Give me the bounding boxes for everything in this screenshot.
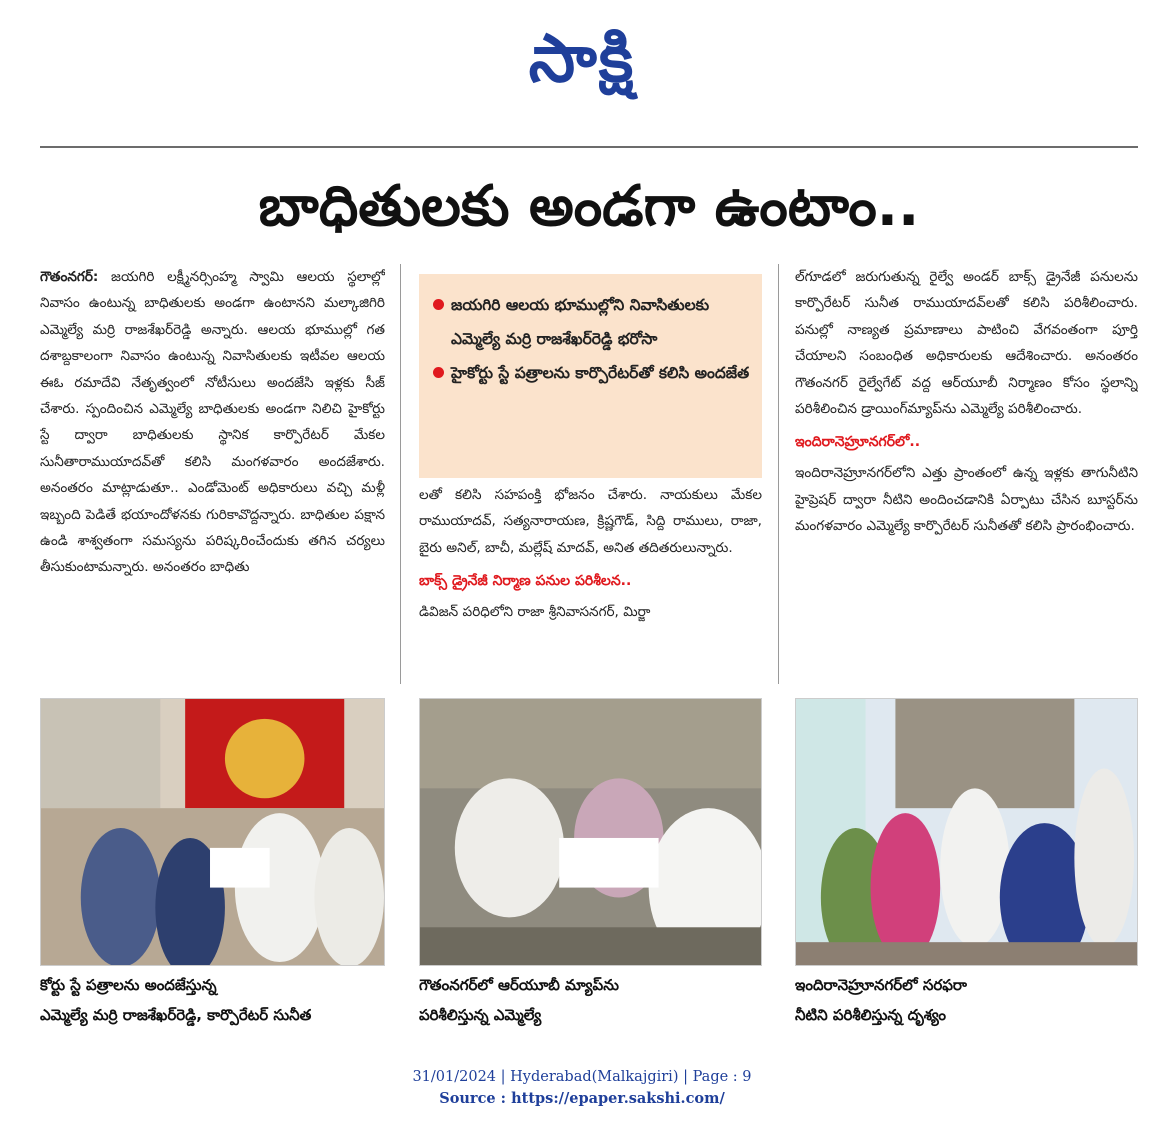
headline: బాధితులకు అండగా ఉంటాం.. (258, 174, 920, 239)
subheading-indiranehrunagar: ఇందిరానెహ్రూనగర్‌లో.. (795, 434, 921, 451)
bullet-icon (433, 299, 444, 310)
highlight-item: జయగిరి ఆలయ భూముల్లోని నివాసితులకు ఎమ్మెల్యే మర్రి రాజశేఖర్‌రెడ్డి భరోసా (433, 288, 752, 356)
caption-photo-2: గౌతంనగర్‌లో ఆర్‌యూబీ మ్యాప్‌ను పరిశీలిస్తున్న ఎమ్మెల్యే (419, 976, 619, 1024)
caption-photo-3: ఇందిరానెహ్రూనగర్‌లో సరఫరా నీటిని పరిశీలిస్తున్న దృశ్యం (795, 976, 967, 1024)
subheading-box-drainage: బాక్స్ డ్రైనేజీ నిర్మాణ పనుల పరిశీలన.. (419, 573, 632, 590)
photo-court-stay-papers (40, 698, 385, 966)
col3-text-1: ల్‌గూడలో జరుగుతున్న రైల్వే అండర్ బాక్స్ డ్రైనేజీ పనులను కార్పొరేటర్ సునీత రాముయాదవ్‌లతో కలిసి పరిశీలించారు. పనుల్లో నాణ్యత ప్రమాణాలు పాటించి వేగవంతంగా పూర్తి చేయాలని సంబంధిత అధికారులకు ఆదేశించారు. అనంతరం గౌతంనగర్ రైల్వేగేట్ వద్ద ఆర్‌యూబీ నిర్మాణం కోసం స్థలాన్ని పరిశీలించిన డ్రాయింగ్‌మ్యాప్‌ను ఎమ్మెల్యే పరిశీలించారు. (795, 269, 1138, 418)
col2-text-2: డివిజన్ పరిధిలోని రాజా శ్రీనివాసనగర్, మిర్జా (419, 604, 651, 621)
col3-text-2: ఇందిరానెహ్రూనగర్‌లోని ఎత్తు ప్రాంతంలో ఉన్న ఇళ్లకు తాగునీటిని హైప్రెషర్ ద్వారా నీటిని అందించడానికి ఏర్పాటు చేసిన బూస్టర్‌ను మంగళవారం ఎమ్మెల్యే కార్పొరేటర్ సునీతతో కలిసి ప్రారంభించారు. (795, 465, 1138, 535)
footer-source-link[interactable]: Source : https://epaper.sakshi.com/ (439, 1090, 725, 1107)
caption-photo-1: కోర్టు స్టే పత్రాలను అందజేస్తున్న ఎమ్మెల్యే మర్రి రాజశేఖర్‌రెడ్డి, కార్పొరేటర్ సునీత (40, 976, 312, 1024)
column-divider-2 (778, 264, 779, 684)
masthead-logo: సాక్షి (528, 20, 636, 97)
col1-text: జయగిరి లక్ష్మీనర్సింహ్మ స్వామి ఆలయ స్థలాల్లో నివాసం ఉంటున్న బాధితులకు అండగా ఉంటానని మల్కాజిగిరి ఎమ్మెల్యే మర్రి రాజశేఖర్‌రెడ్డి అన్నారు. ఆలయ భూముల్లో గత దశాబ్దకాలంగా నివాసం ఉంటున్న నివాసితులకు ఇటీవల ఆలయ ఈఓ రమాదేవి నేతృత్వంలో నోటీసులు అందజేసి ఇళ్లకు సీజ్ చేశారు. స్పందించిన ఎమ్మెల్యే బాధితులకు అండగా నిలిచి హైకోర్టు స్టే ద్వారా బాధితులకు స్థానిక కార్పొరేటర్ మేకల సునీతారాముయాదవ్‌తో కలిసి మంగళవారం అందజేశారు. అనంతరం మాట్లాడుతూ.. ఎండోమెంట్ అధికారులు వచ్చి మళ్లీ ఇబ్బంది పెడితే భయాందోళనకు గురికావొద్దన్నారు. బాధితుల పక్షాన ఉండి శాశ్వతంగా సమస్యను పరిష్కరించేందుకు తగిన చర్యలు తీసుకుంటామన్నారు. అనంతరం బాధితు (40, 269, 385, 576)
article-column-3 (795, 264, 1138, 684)
bullet-icon (433, 367, 444, 378)
footer-date-edition: 31/01/2024 | Hyderabad(Malkajgiri) | Page : 9 (412, 1069, 752, 1085)
photo-water-supply (795, 698, 1138, 966)
dateline: గౌతంనగర్: (40, 269, 99, 285)
article-column-2 (419, 482, 762, 684)
header-rule (40, 146, 1138, 148)
photo-rub-map-inspection (419, 698, 762, 966)
column-divider-1 (400, 264, 401, 684)
highlight-box (419, 274, 762, 478)
col2-text-1: లతో కలిసి సహపంక్తి భోజనం చేశారు. నాయకులు మేకల రాముయాదవ్, సత్యనారాయణ, క్రిష్ణగౌడ్, సిద్ది రాములు, రాజా, బైరు అనిల్, బాచీ, మల్లేష్ మాదవ్, అనిత తదితరులున్నారు. (419, 487, 762, 556)
highlight-item: హైకోర్టు స్టే పత్రాలను కార్పొరేటర్‌తో కలిసి అందజేత (433, 356, 752, 390)
article-column-1 (40, 264, 385, 684)
